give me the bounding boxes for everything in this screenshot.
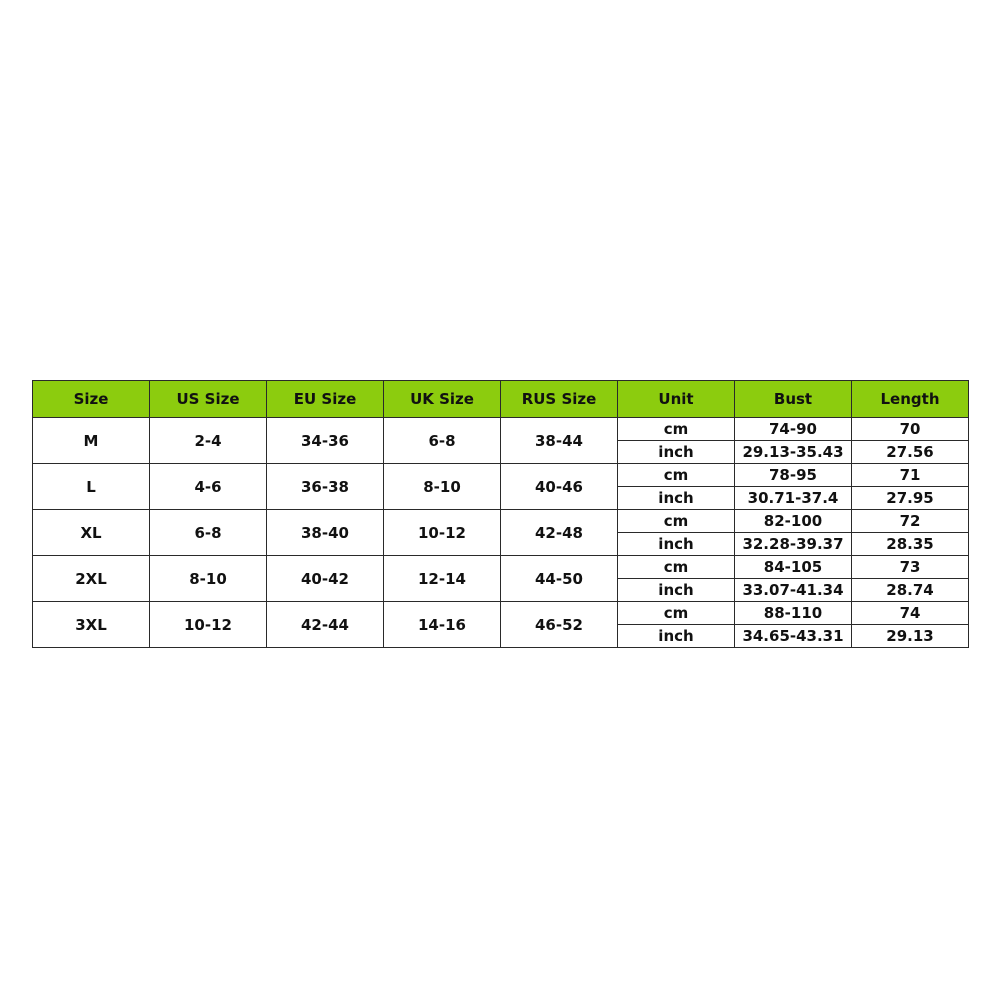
- bust-cell: 88-110: [735, 602, 852, 625]
- table-row: [33, 556, 969, 579]
- uk-size-cell: 12-14: [384, 556, 501, 602]
- header-eu-size: EU Size: [267, 381, 384, 418]
- uk-size-cell: 14-16: [384, 602, 501, 648]
- unit-cell: inch: [618, 487, 735, 510]
- table-row: [33, 602, 969, 625]
- header-size: Size: [33, 381, 150, 418]
- bust-cell: 84-105: [735, 556, 852, 579]
- unit-cell: cm: [618, 418, 735, 441]
- header-uk-size: UK Size: [384, 381, 501, 418]
- us-size-cell: 10-12: [150, 602, 267, 648]
- bust-cell: 78-95: [735, 464, 852, 487]
- size-cell: XL: [33, 510, 150, 556]
- length-cell: 73: [852, 556, 969, 579]
- table-row: [33, 510, 969, 533]
- unit-cell: inch: [618, 579, 735, 602]
- bust-cell: 34.65-43.31: [735, 625, 852, 648]
- length-cell: 27.56: [852, 441, 969, 464]
- unit-cell: cm: [618, 464, 735, 487]
- size-cell: 3XL: [33, 602, 150, 648]
- eu-size-cell: 40-42: [267, 556, 384, 602]
- size-cell: L: [33, 464, 150, 510]
- table-row: [33, 464, 969, 487]
- header-length: Length: [852, 381, 969, 418]
- length-cell: 27.95: [852, 487, 969, 510]
- rus-size-cell: 42-48: [501, 510, 618, 556]
- table-body: [33, 418, 969, 648]
- header-row: [33, 381, 969, 418]
- rus-size-cell: 44-50: [501, 556, 618, 602]
- unit-cell: inch: [618, 625, 735, 648]
- rus-size-cell: 38-44: [501, 418, 618, 464]
- length-cell: 28.74: [852, 579, 969, 602]
- rus-size-cell: 40-46: [501, 464, 618, 510]
- us-size-cell: 4-6: [150, 464, 267, 510]
- bust-cell: 74-90: [735, 418, 852, 441]
- eu-size-cell: 38-40: [267, 510, 384, 556]
- us-size-cell: 8-10: [150, 556, 267, 602]
- bust-cell: 30.71-37.4: [735, 487, 852, 510]
- bust-cell: 82-100: [735, 510, 852, 533]
- unit-cell: inch: [618, 533, 735, 556]
- unit-cell: cm: [618, 602, 735, 625]
- size-chart-table: [32, 380, 969, 648]
- header-rus-size: RUS Size: [501, 381, 618, 418]
- eu-size-cell: 34-36: [267, 418, 384, 464]
- uk-size-cell: 10-12: [384, 510, 501, 556]
- eu-size-cell: 42-44: [267, 602, 384, 648]
- length-cell: 74: [852, 602, 969, 625]
- header-bust: Bust: [735, 381, 852, 418]
- header-unit: Unit: [618, 381, 735, 418]
- bust-cell: 32.28-39.37: [735, 533, 852, 556]
- length-cell: 70: [852, 418, 969, 441]
- unit-cell: cm: [618, 510, 735, 533]
- length-cell: 72: [852, 510, 969, 533]
- uk-size-cell: 8-10: [384, 464, 501, 510]
- bust-cell: 33.07-41.34: [735, 579, 852, 602]
- length-cell: 71: [852, 464, 969, 487]
- us-size-cell: 6-8: [150, 510, 267, 556]
- unit-cell: inch: [618, 441, 735, 464]
- header-us-size: US Size: [150, 381, 267, 418]
- uk-size-cell: 6-8: [384, 418, 501, 464]
- bust-cell: 29.13-35.43: [735, 441, 852, 464]
- length-cell: 29.13: [852, 625, 969, 648]
- size-cell: 2XL: [33, 556, 150, 602]
- rus-size-cell: 46-52: [501, 602, 618, 648]
- table-row: [33, 418, 969, 441]
- size-cell: M: [33, 418, 150, 464]
- unit-cell: cm: [618, 556, 735, 579]
- length-cell: 28.35: [852, 533, 969, 556]
- us-size-cell: 2-4: [150, 418, 267, 464]
- eu-size-cell: 36-38: [267, 464, 384, 510]
